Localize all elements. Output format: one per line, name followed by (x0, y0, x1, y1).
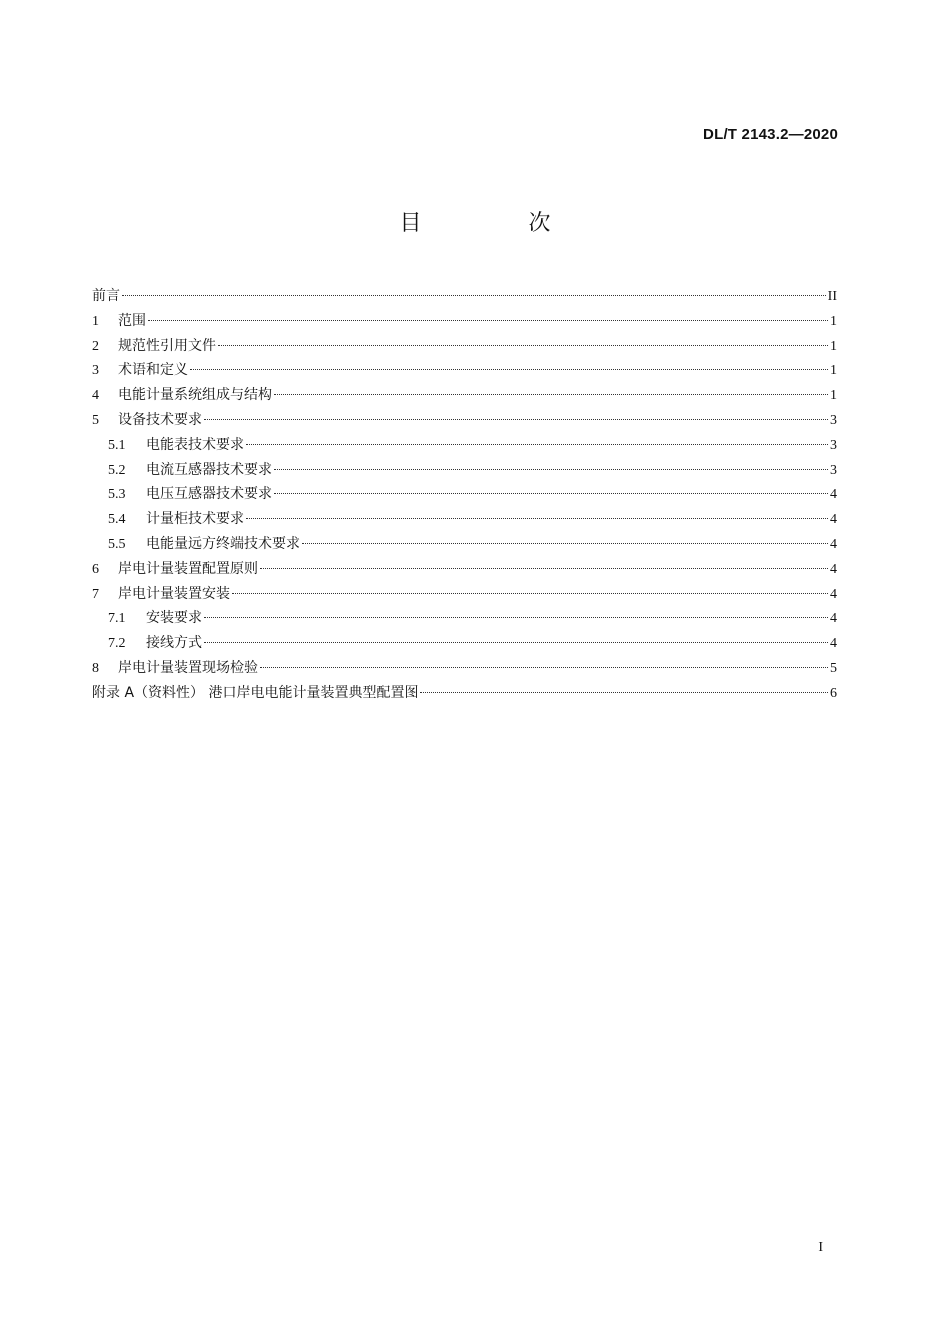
toc-entry-label: 岸电计量装置配置原则 (118, 560, 258, 577)
toc-entry-page: 3 (830, 412, 837, 428)
toc-entry-number: 8 (92, 660, 99, 676)
toc-entry-page: 4 (830, 611, 837, 627)
toc-entry-page: 1 (830, 313, 837, 329)
dot-leader (122, 295, 826, 296)
page-title: 目 次 (399, 211, 601, 236)
toc-entry-4[interactable] (92, 384, 837, 409)
toc-entry-number: 4 (92, 388, 99, 404)
toc-entry-number: 7.2 (108, 636, 126, 652)
dot-leader (260, 568, 828, 569)
toc-entry-label: 电压互感器技术要求 (146, 486, 272, 503)
dot-leader (204, 617, 828, 618)
toc-entry-label: 计量柜技术要求 (146, 511, 244, 528)
toc-entry-label: 安装要求 (146, 610, 202, 627)
dot-leader (274, 394, 828, 395)
page-number: I (818, 1240, 823, 1255)
dot-leader (204, 419, 828, 420)
toc-entry-number: 5.3 (108, 487, 126, 503)
toc-entry-label: 附录 A（资料性） 港口岸电电能计量装置典型配置图 (92, 684, 419, 701)
dot-leader (246, 444, 828, 445)
toc-entry-5-2[interactable] (92, 459, 837, 484)
toc-entry-page: 5 (830, 660, 837, 676)
toc-entry-5-5[interactable] (92, 533, 837, 558)
dot-leader (204, 642, 828, 643)
toc-entry-number: 3 (92, 363, 99, 379)
table-of-contents (92, 285, 837, 707)
toc-entry-page: 1 (830, 363, 837, 379)
toc-entry-5[interactable] (92, 409, 837, 434)
toc-entry-3[interactable] (92, 359, 837, 384)
dot-leader (148, 320, 828, 321)
toc-entry-7-2[interactable] (92, 632, 837, 657)
dot-leader (420, 692, 828, 693)
toc-entry-5-3[interactable] (92, 483, 837, 508)
toc-entry-7[interactable] (92, 583, 837, 608)
dot-leader (232, 593, 828, 594)
toc-entry-label: 术语和定义 (118, 362, 188, 379)
toc-entry-page: 3 (830, 437, 837, 453)
toc-entry-page: 4 (830, 536, 837, 552)
toc-entry-label: 前言 (92, 288, 120, 304)
toc-entry-number: 6 (92, 561, 99, 577)
toc-entry-label: 电流互感器技术要求 (146, 461, 272, 478)
toc-entry-label: 电能量远方终端技术要求 (146, 535, 300, 552)
toc-entry-label: 电能表技术要求 (146, 436, 244, 453)
document-code: DL/T 2143.2—2020 (703, 126, 838, 143)
toc-entry-number: 5 (92, 412, 99, 428)
toc-entry-number: 5.2 (108, 462, 126, 478)
toc-entry-page: 6 (830, 685, 837, 701)
toc-entry-1[interactable] (92, 310, 837, 335)
toc-entry-label: 范围 (118, 312, 146, 329)
toc-entry-8[interactable] (92, 657, 837, 682)
toc-entry-number: 5.5 (108, 536, 126, 552)
dot-leader (274, 469, 828, 470)
toc-entry-number: 5.1 (108, 437, 126, 453)
toc-entry-page: 3 (830, 462, 837, 478)
toc-entry-label: 设备技术要求 (118, 411, 202, 428)
toc-entry-page: II (827, 289, 837, 304)
toc-entry-5-1[interactable] (92, 434, 837, 459)
toc-entry-6[interactable] (92, 558, 837, 583)
toc-entry-page: 4 (830, 512, 837, 528)
dot-leader (218, 345, 828, 346)
dot-leader (274, 493, 828, 494)
toc-entry-number: 7.1 (108, 611, 126, 627)
dot-leader (246, 518, 828, 519)
toc-entry-page: 4 (830, 561, 837, 577)
toc-entry-number: 5.4 (108, 512, 126, 528)
toc-entry-page: 4 (830, 586, 837, 602)
toc-entry-number: 2 (92, 338, 99, 354)
toc-entry-label: 接线方式 (146, 635, 202, 652)
toc-entry-2[interactable] (92, 335, 837, 360)
toc-entry-page: 4 (830, 636, 837, 652)
dot-leader (190, 369, 828, 370)
toc-entry-label: 岸电计量装置安装 (118, 585, 230, 602)
dot-leader (302, 543, 828, 544)
toc-entry-number: 7 (92, 586, 99, 602)
toc-entry-number: 1 (92, 313, 99, 329)
toc-entry-7-1[interactable] (92, 607, 837, 632)
toc-entry-page: 1 (830, 388, 837, 404)
toc-entry-page: 1 (830, 338, 837, 354)
toc-entry-label: 岸电计量装置现场检验 (118, 659, 258, 676)
toc-entry-label: 规范性引用文件 (118, 337, 216, 354)
toc-entry-appendix-a[interactable] (92, 682, 837, 707)
dot-leader (260, 667, 828, 668)
toc-entry-label: 电能计量系统组成与结构 (118, 387, 272, 404)
toc-entry-foreword[interactable] (92, 285, 837, 310)
toc-entry-page: 4 (830, 487, 837, 503)
toc-entry-5-4[interactable] (92, 508, 837, 533)
